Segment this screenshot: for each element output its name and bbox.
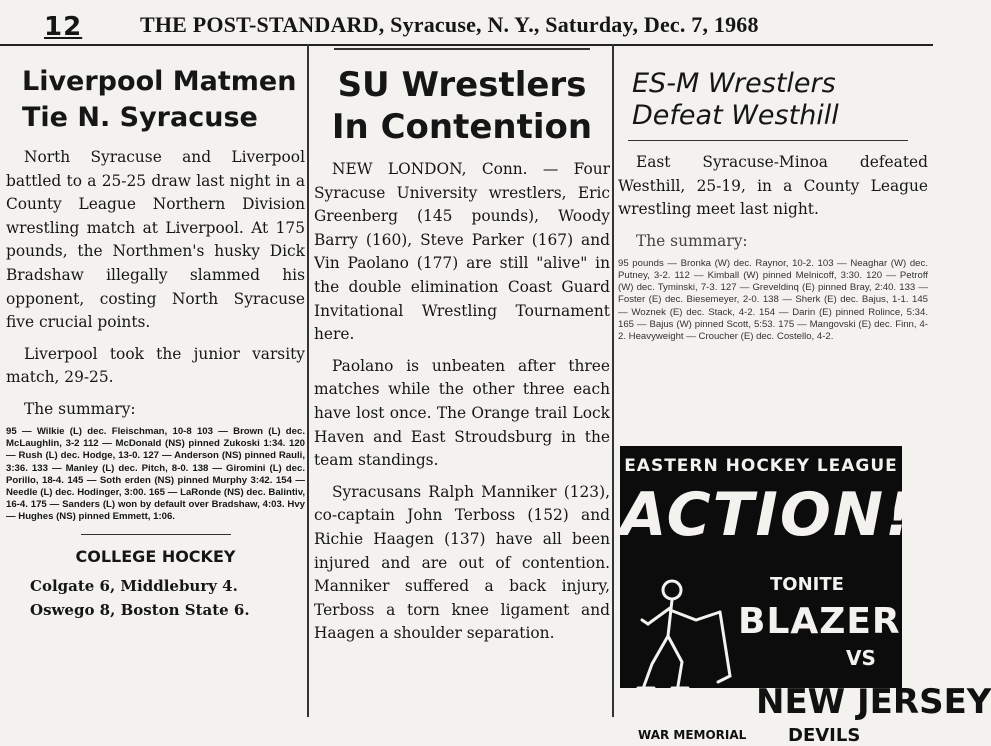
college-hockey-head: COLLEGE HOCKEY <box>75 546 236 566</box>
headline-line: In Contention <box>331 107 593 147</box>
headline-line: ES-M Wrestlers <box>632 68 836 99</box>
ad-bottom-band <box>620 682 991 746</box>
headline-line: SU Wrestlers <box>337 65 587 105</box>
headline-line: Liverpool Matmen <box>22 66 297 97</box>
column-rule <box>612 44 614 717</box>
masthead <box>0 0 933 46</box>
ad-visitor: NEW JERSEY <box>756 682 991 722</box>
column-rule <box>307 44 309 717</box>
hockey-advertisement <box>620 446 991 746</box>
headline-liverpool <box>22 64 305 136</box>
summary-label: The summary: <box>636 231 748 250</box>
paragraph: North Syracuse and Liverpool battled to a 25-25 draw last night in a County League Northern Division wrestling match at Liverpool. At 175 pounds, the Northmen's husky Dick Bradshaw illegally slammed his opponent, costing North Syracuse five crucial points. <box>6 148 305 332</box>
ad-league: EASTERN HOCKEY LEAGUE <box>624 456 898 476</box>
headline-line: Defeat Westhill <box>632 100 839 131</box>
masthead-text: THE POST-STANDARD, Syracuse, N. Y., Saturday, Dec. 7, 1968 <box>140 12 759 37</box>
paragraph: East Syracuse-Minoa defeated Westhill, 25-19, in a County League wrestling meet last night. <box>618 153 928 219</box>
ad-venue: WAR MEMORIAL <box>638 728 747 742</box>
summary-label: The summary: <box>24 399 136 418</box>
match-summary: 95 — Wilkie (L) dec. Fleischman, 10-8 103 — Brown (L) dec. McLaughlin, 3-2 112 — McDonald (NS) pinned Zukoski 1:34. 120 — Rush (L) dec. Hodge, 13-0. 127 — Anderson (NS) pinned Rauli, 3:36. 133 — Manley (L) dec. Pitch, 8-0. 138 — Giromini (L) dec. Porillo, 18-4. 145 — Soth erden (NS) pinned Murphy 3:42. 154 — Needle (L) dec. Hodinger, 3:00. 165 — LaRonde (NS) dec. Balintiv, 16-4. 175 — Sanders (L) won by default over Bradshaw, 4:03. Hvy — Hughes (NS) pinned Emmett, 1:06. <box>6 425 305 523</box>
headline-line: Tie N. Syracuse <box>22 102 258 133</box>
page-number: 12 <box>44 12 83 42</box>
paragraph: NEW LONDON, Conn. — Four Syracuse University wrestlers, Eric Greenberg (145 pounds), Woody Barry (160), Steve Parker (167) and Vin Paolano (177) are still "alive" in the double elimination Coast Guard Invitational Wrestling Tournament here. <box>314 160 610 344</box>
paragraph: Syracusans Ralph Manniker (123), co-captain John Terboss (152) and Richie Haagen (137) have all been injured and are out of contention. Manniker suffered a back injury, Terboss a torn knee ligament and Haagen a shoulder separation. <box>314 482 610 643</box>
score-line: Colgate 6, Middlebury 4. <box>30 576 238 595</box>
article-liverpool <box>6 48 305 717</box>
headline-esm <box>632 68 928 132</box>
ad-home-team: BLAZERS <box>738 601 928 642</box>
divider <box>334 48 590 50</box>
divider <box>628 140 908 141</box>
ad-tonite: TONITE <box>770 574 844 595</box>
hockey-player-icon <box>630 576 740 696</box>
headline-su <box>314 64 610 148</box>
paragraph: Liverpool took the junior varsity match, 29-25. <box>6 344 305 387</box>
ad-visitor-name: DEVILS <box>788 725 861 746</box>
match-summary: 95 pounds — Bronka (W) dec. Raynor, 10-2. 103 — Neaghar (W) dec. Putney, 3-2. 112 — Kimball (W) pinned Melnicoff, 3:30. 120 — Petroff (W) dec. Tyminski, 7-3. 127 — Greveldinq (E) pinned Bray, 2:40. 133 — Foster (E) dec. Biesemeyer, 2-0. 138 — Sherk (E) dec. Bajus, 1-1. 145 — Woznek (E) dec. Stack, 4-2. 154 — Darin (E) pinned Rolince, 5:34. 165 — Bajus (W) pinned Scott, 5:53. 175 — Mangovski (E) dec. Finn, 4-2. Heavyweight — Croucher (E) dec. Costello, 4-2. <box>618 257 928 342</box>
article-su-wrestlers <box>314 48 610 717</box>
divider <box>81 534 231 535</box>
ad-action: ACTION!! <box>620 480 944 550</box>
ad-vs: VS <box>846 646 876 670</box>
paragraph: Paolano is unbeaten after three matches while the other three each have lost once. The Orange trail Lock Haven and East Stroudsburg in the team standings. <box>314 356 610 470</box>
article-esm <box>618 48 991 746</box>
score-line: Oswego 8, Boston State 6. <box>30 600 250 619</box>
